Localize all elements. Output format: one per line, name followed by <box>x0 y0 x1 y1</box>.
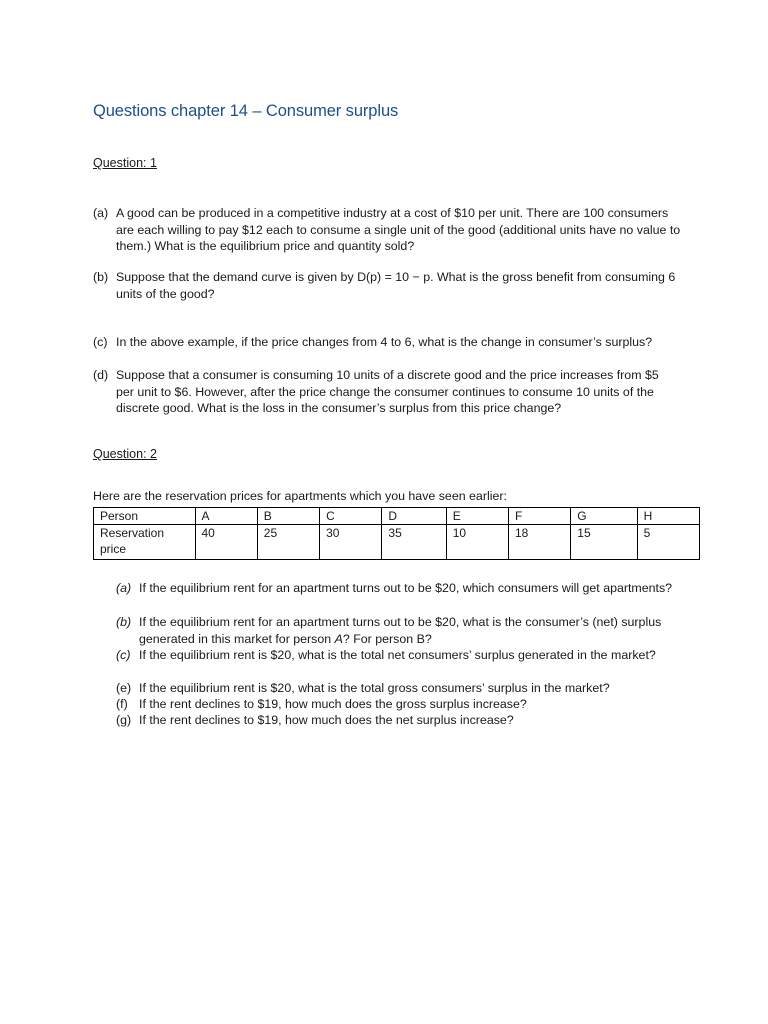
item-label: (c) <box>93 335 108 349</box>
table-cell: E <box>446 508 508 525</box>
question-2-item-f <box>116 696 676 713</box>
item-label: (d) <box>93 368 109 382</box>
item-label: (a) <box>93 206 109 220</box>
item-text-start: If the equilibrium rent for an apartment turns out to be $20, what is the consumer’s (net) surplus generated in this market for person <box>139 615 662 646</box>
question-2-item-c <box>116 647 676 664</box>
item-label: (a) <box>116 581 132 595</box>
table-cell: 40 <box>195 525 257 560</box>
question-1-heading: Question: 1 <box>93 156 157 170</box>
table-cell: D <box>382 508 446 525</box>
table-cell: H <box>637 508 699 525</box>
table-intro: Here are the reservation prices for apartments which you have seen earlier: <box>93 489 507 503</box>
question-2-heading: Question: 2 <box>93 447 157 461</box>
item-label: (g) <box>116 713 132 727</box>
item-text: In the above example, if the price changes from 4 to 6, what is the change in consumer’s surplus? <box>116 335 653 349</box>
reservation-price-table <box>93 507 700 560</box>
item-label: (b) <box>116 615 132 629</box>
table-header-row <box>94 508 700 525</box>
table-cell: 5 <box>637 525 699 560</box>
item-text: Suppose that the demand curve is given by D(p) = 10 − p. What is the gross benefit from consuming 6 units of the good? <box>116 270 676 301</box>
question-1-item-b <box>93 269 683 302</box>
question-2-item-a <box>116 580 676 597</box>
table-cell: Reservation price <box>94 525 196 560</box>
table-row <box>94 525 700 560</box>
table-cell: C <box>320 508 382 525</box>
item-text-end: ? For person B? <box>342 631 432 646</box>
table-cell: 15 <box>571 525 637 560</box>
table-cell: G <box>571 508 637 525</box>
table-cell: F <box>509 508 571 525</box>
item-label: (c) <box>116 648 131 662</box>
table-cell: B <box>257 508 319 525</box>
question-2-item-b <box>116 614 676 647</box>
item-label: (f) <box>116 697 128 711</box>
question-1-item-c <box>93 334 693 351</box>
question-1-item-a <box>93 205 683 255</box>
item-text: Suppose that a consumer is consuming 10 units of a discrete good and the price increases from $5 per unit to $6. However, after the price change the consumer continues to consume 10 units of the discrete good. What is the loss in the consumer’s surplus from this price change? <box>116 368 659 415</box>
question-2-item-g <box>116 712 676 729</box>
item-text: If the rent declines to $19, how much does the gross surplus increase? <box>139 697 527 711</box>
table-cell: 30 <box>320 525 382 560</box>
item-text: If the rent declines to $19, how much does the net surplus increase? <box>139 713 514 727</box>
table-cell: 25 <box>257 525 319 560</box>
page-title: Questions chapter 14 – Consumer surplus <box>93 102 399 120</box>
item-text: A good can be produced in a competitive industry at a cost of $10 per unit. There are 100 consumers are each willing to pay $12 each to consume a single unit of the good (additional units have no value to them.) What is the equilibrium price and quantity sold? <box>116 206 681 253</box>
item-text <box>139 614 676 647</box>
table-cell: A <box>195 508 257 525</box>
item-text: If the equilibrium rent is $20, what is the total net consumers’ surplus generated in the market? <box>139 648 656 662</box>
question-1-item-d <box>93 367 678 417</box>
item-label: (b) <box>93 270 109 284</box>
table-cell: 35 <box>382 525 446 560</box>
table-cell: Person <box>94 508 196 525</box>
item-label: (e) <box>116 681 132 695</box>
item-text: If the equilibrium rent for an apartment turns out to be $20, which consumers will get apartments? <box>139 581 673 595</box>
table-cell: 10 <box>446 525 508 560</box>
item-text-emphasis: A <box>334 631 343 646</box>
item-text: If the equilibrium rent is $20, what is the total gross consumers’ surplus in the market? <box>139 681 610 695</box>
question-2-item-e <box>116 680 676 697</box>
table-cell: 18 <box>509 525 571 560</box>
